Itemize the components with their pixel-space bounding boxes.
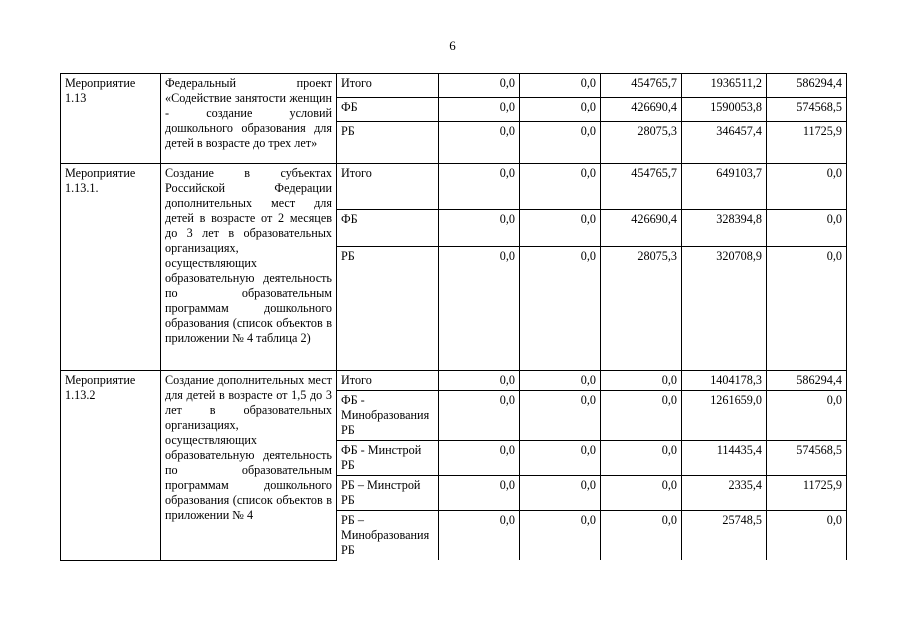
value-cell: 0,0 bbox=[520, 511, 601, 561]
value-cell: 0,0 bbox=[439, 74, 520, 98]
value-cell: 11725,9 bbox=[767, 122, 847, 164]
value-cell: 28075,3 bbox=[601, 122, 682, 164]
value-cell: 0,0 bbox=[767, 164, 847, 210]
value-cell: 0,0 bbox=[520, 371, 601, 391]
value-cell: 0,0 bbox=[767, 391, 847, 441]
value-cell: 0,0 bbox=[439, 210, 520, 247]
value-cell: 1261659,0 bbox=[682, 391, 767, 441]
value-cell: 0,0 bbox=[439, 122, 520, 164]
funding-source: РБ – Минстрой РБ bbox=[337, 476, 439, 511]
value-cell: 0,0 bbox=[439, 441, 520, 476]
value-cell: 0,0 bbox=[439, 164, 520, 210]
value-cell: 0,0 bbox=[439, 98, 520, 122]
value-cell: 346457,4 bbox=[682, 122, 767, 164]
value-cell: 426690,4 bbox=[601, 210, 682, 247]
value-cell: 0,0 bbox=[601, 441, 682, 476]
value-cell: 0,0 bbox=[767, 210, 847, 247]
funding-source: ФБ - Минстрой РБ bbox=[337, 441, 439, 476]
value-cell: 320708,9 bbox=[682, 247, 767, 371]
value-cell: 1590053,8 bbox=[682, 98, 767, 122]
activity-description: Создание дополнительных мест для детей в возрасте от 1,5 до 3 лет в образовательных организациях, осуществляющих образовательную деятельность по образовательным программам дошкольного образования (список объектов в приложении № 4 bbox=[161, 371, 337, 561]
value-cell: 1936511,2 bbox=[682, 74, 767, 98]
funding-source: ФБ - Минобразования РБ bbox=[337, 391, 439, 441]
value-cell: 0,0 bbox=[601, 511, 682, 561]
value-cell: 454765,7 bbox=[601, 164, 682, 210]
value-cell: 0,0 bbox=[520, 441, 601, 476]
funding-source: РБ bbox=[337, 247, 439, 371]
table-row bbox=[61, 371, 847, 391]
value-cell: 0,0 bbox=[767, 247, 847, 371]
value-cell: 0,0 bbox=[439, 247, 520, 371]
value-cell: 426690,4 bbox=[601, 98, 682, 122]
value-cell: 0,0 bbox=[601, 476, 682, 511]
value-cell: 0,0 bbox=[520, 122, 601, 164]
value-cell: 0,0 bbox=[520, 476, 601, 511]
value-cell: 586294,4 bbox=[767, 74, 847, 98]
value-cell: 0,0 bbox=[520, 74, 601, 98]
value-cell: 0,0 bbox=[767, 511, 847, 561]
value-cell: 28075,3 bbox=[601, 247, 682, 371]
value-cell: 2335,4 bbox=[682, 476, 767, 511]
value-cell: 0,0 bbox=[520, 391, 601, 441]
funding-table bbox=[60, 73, 847, 561]
value-cell: 0,0 bbox=[520, 210, 601, 247]
funding-source: РБ – Минобразования РБ bbox=[337, 511, 439, 561]
value-cell: 0,0 bbox=[601, 391, 682, 441]
funding-source: Итого bbox=[337, 164, 439, 210]
funding-source: ФБ bbox=[337, 98, 439, 122]
activity-code: Мероприятие 1.13 bbox=[61, 74, 161, 164]
value-cell: 0,0 bbox=[439, 391, 520, 441]
value-cell: 574568,5 bbox=[767, 441, 847, 476]
value-cell: 0,0 bbox=[520, 247, 601, 371]
value-cell: 649103,7 bbox=[682, 164, 767, 210]
value-cell: 0,0 bbox=[601, 371, 682, 391]
value-cell: 586294,4 bbox=[767, 371, 847, 391]
value-cell: 574568,5 bbox=[767, 98, 847, 122]
page-number: 6 bbox=[449, 38, 456, 53]
value-cell: 11725,9 bbox=[767, 476, 847, 511]
funding-source: ФБ bbox=[337, 210, 439, 247]
value-cell: 0,0 bbox=[439, 476, 520, 511]
value-cell: 0,0 bbox=[520, 98, 601, 122]
activity-code: Мероприятие 1.13.1. bbox=[61, 164, 161, 371]
value-cell: 25748,5 bbox=[682, 511, 767, 561]
value-cell: 1404178,3 bbox=[682, 371, 767, 391]
value-cell: 328394,8 bbox=[682, 210, 767, 247]
value-cell: 0,0 bbox=[520, 164, 601, 210]
value-cell: 0,0 bbox=[439, 371, 520, 391]
funding-source: Итого bbox=[337, 74, 439, 98]
funding-source: Итого bbox=[337, 371, 439, 391]
table-row bbox=[61, 164, 847, 210]
table-row bbox=[61, 74, 847, 98]
funding-source: РБ bbox=[337, 122, 439, 164]
activity-code: Мероприятие 1.13.2 bbox=[61, 371, 161, 561]
activity-description: Федеральный проект «Содействие занятости женщин - создание условий дошкольного образования для детей в возрасте до трех лет» bbox=[161, 74, 337, 164]
activity-description: Создание в субъектах Российской Федерации дополнительных мест для детей в возрасте от 2 месяцев до 3 лет в образовательных организациях, осуществляющих образовательную деятельность по образовательным программам дошкольного образования (список объектов в приложении № 4 таблица 2) bbox=[161, 164, 337, 371]
value-cell: 114435,4 bbox=[682, 441, 767, 476]
value-cell: 454765,7 bbox=[601, 74, 682, 98]
value-cell: 0,0 bbox=[439, 511, 520, 561]
